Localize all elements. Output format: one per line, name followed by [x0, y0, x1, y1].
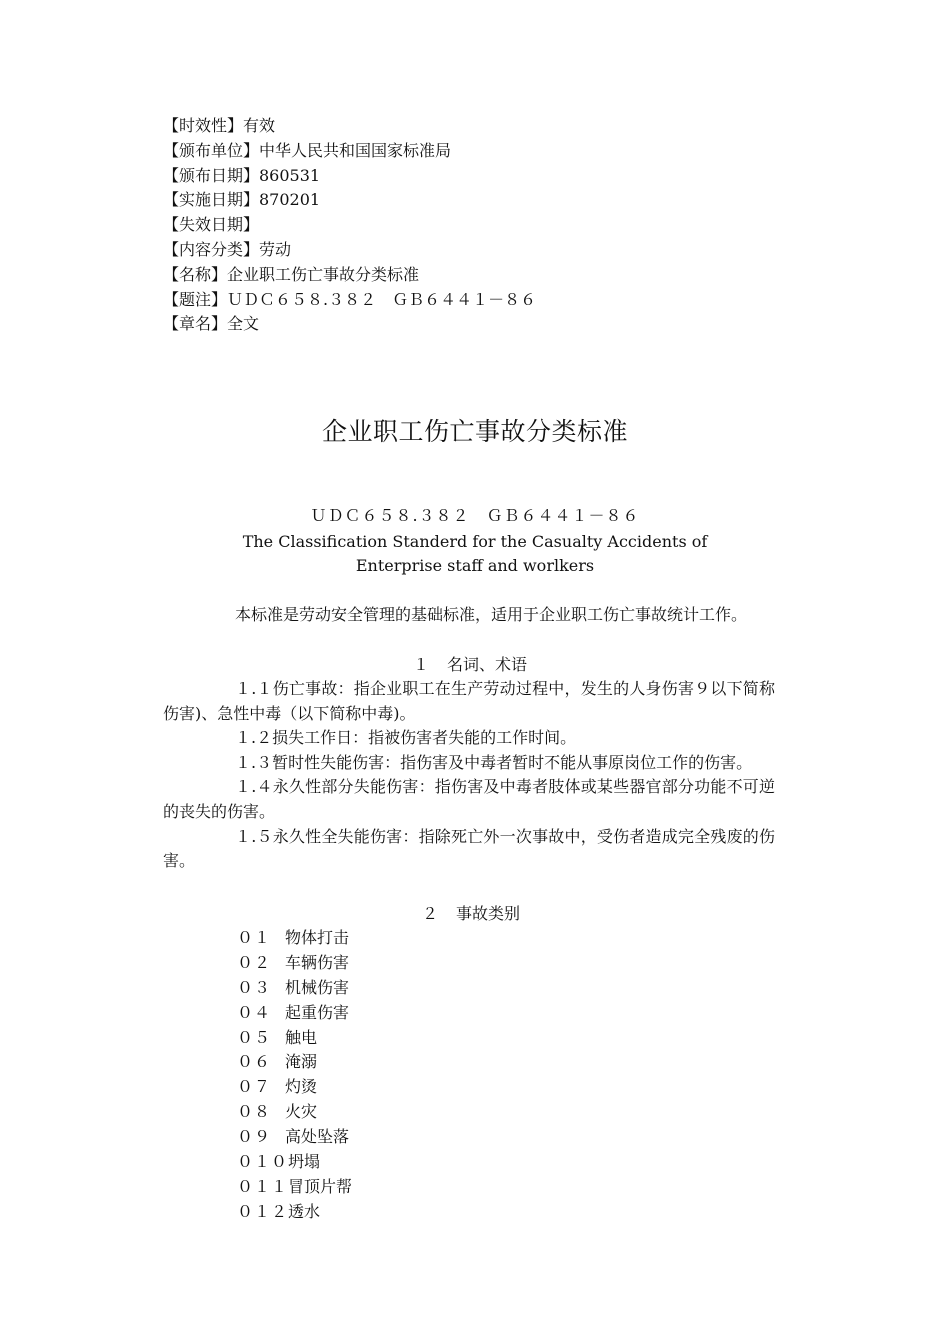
category-code: ０１１	[237, 1176, 289, 1196]
intro-paragraph: 本标准是劳动安全管理的基础标准，适用于企业职工伤亡事故统计工作。	[235, 605, 748, 624]
category-code: ０９	[237, 1127, 272, 1147]
category-name: 高处坠落	[285, 1127, 350, 1147]
category-name: 起重伤害	[285, 1002, 350, 1022]
section-1-title: 名词、术语	[447, 655, 528, 674]
metadata-block	[163, 114, 803, 337]
category-name: 车辆伤害	[285, 952, 350, 972]
category-code: ０８	[237, 1102, 272, 1122]
category-code: ０１０	[237, 1152, 289, 1172]
category-name: 淹溺	[285, 1052, 318, 1072]
section-1-heading	[413, 653, 527, 677]
category-item	[237, 1075, 352, 1100]
category-item	[237, 976, 352, 1001]
category-item	[237, 1200, 352, 1225]
category-item	[237, 951, 352, 976]
category-item	[237, 1001, 352, 1026]
category-name: 透水	[288, 1201, 321, 1221]
meta-chapter: 【章名】全文	[163, 314, 260, 334]
section-2-title: 事故类别	[456, 904, 521, 923]
category-code: ０５	[237, 1027, 272, 1047]
category-item	[237, 1050, 352, 1075]
meta-issuer: 【颁布单位】中华人民共和国国家标准局	[163, 140, 452, 160]
meta-expiry-date: 【失效日期】	[163, 215, 260, 235]
document-title: 企业职工伤亡事故分类标准	[321, 417, 628, 446]
meta-caption: 【题注】ＵＤＣ６５８.３８２ ＧＢ６４４１－８６	[163, 289, 537, 309]
definition-item: １.２损失工作日：指被伤害者失能的工作时间。	[235, 728, 577, 748]
english-title-line-2: Enterprise staff and worlkers	[355, 556, 595, 575]
category-item	[237, 1150, 352, 1175]
category-code: ０３	[237, 977, 272, 997]
meta-issue-date: 【颁布日期】860531	[163, 165, 321, 185]
meta-name: 【名称】企业职工伤亡事故分类标准	[163, 264, 420, 284]
accident-category-list	[237, 926, 352, 1225]
category-code: ０４	[237, 1002, 272, 1022]
english-title-line-1: The Classification Standerd for the Casualty Accidents of	[242, 532, 708, 551]
category-name: 坍塌	[288, 1152, 321, 1172]
category-code: ０７	[237, 1077, 272, 1097]
definition-item: １.５永久性全失能伤害：指除死亡外一次事故中，受伤者造成完全残废的伤害。	[163, 826, 775, 871]
category-item	[237, 1175, 352, 1200]
category-name: 触电	[285, 1027, 318, 1047]
category-code: ０１	[237, 928, 272, 947]
category-code: ０６	[237, 1052, 272, 1072]
meta-effective-date: 【实施日期】870201	[163, 190, 321, 210]
udc-code: ＵＤＣ６５８.３８２ ＧＢ６４４１－８６	[310, 506, 640, 525]
category-name: 灼烫	[285, 1077, 318, 1097]
category-code: ０１２	[237, 1201, 289, 1221]
meta-category: 【内容分类】劳动	[163, 239, 292, 259]
category-item	[237, 926, 352, 951]
meta-validity: 【时效性】有效	[163, 116, 276, 135]
category-item	[237, 1125, 352, 1150]
section-2-number: ２	[422, 904, 439, 923]
category-item	[237, 1100, 352, 1125]
definition-item: １.１伤亡事故：指企业职工在生产劳动过程中，发生的人身伤害９以下简称伤害)、急性中毒（以下简称中毒)。	[163, 679, 775, 723]
section-2-heading	[422, 902, 520, 926]
definition-item: １.３暂时性失能伤害：指伤害及中毒者暂时不能从事原岗位工作的伤害。	[235, 752, 753, 772]
definition-item: １.４永久性部分失能伤害：指伤害及中毒者肢体或某些器官部分功能不可逆的丧失的伤害。	[163, 777, 775, 821]
category-name: 机械伤害	[285, 977, 350, 997]
category-code: ０２	[237, 952, 272, 972]
category-name: 物体打击	[285, 928, 350, 947]
category-item	[237, 1026, 352, 1051]
category-name: 冒顶片帮	[288, 1176, 353, 1196]
section-1-number: １	[413, 655, 430, 674]
definitions-list	[163, 677, 775, 874]
category-name: 火灾	[285, 1102, 318, 1122]
